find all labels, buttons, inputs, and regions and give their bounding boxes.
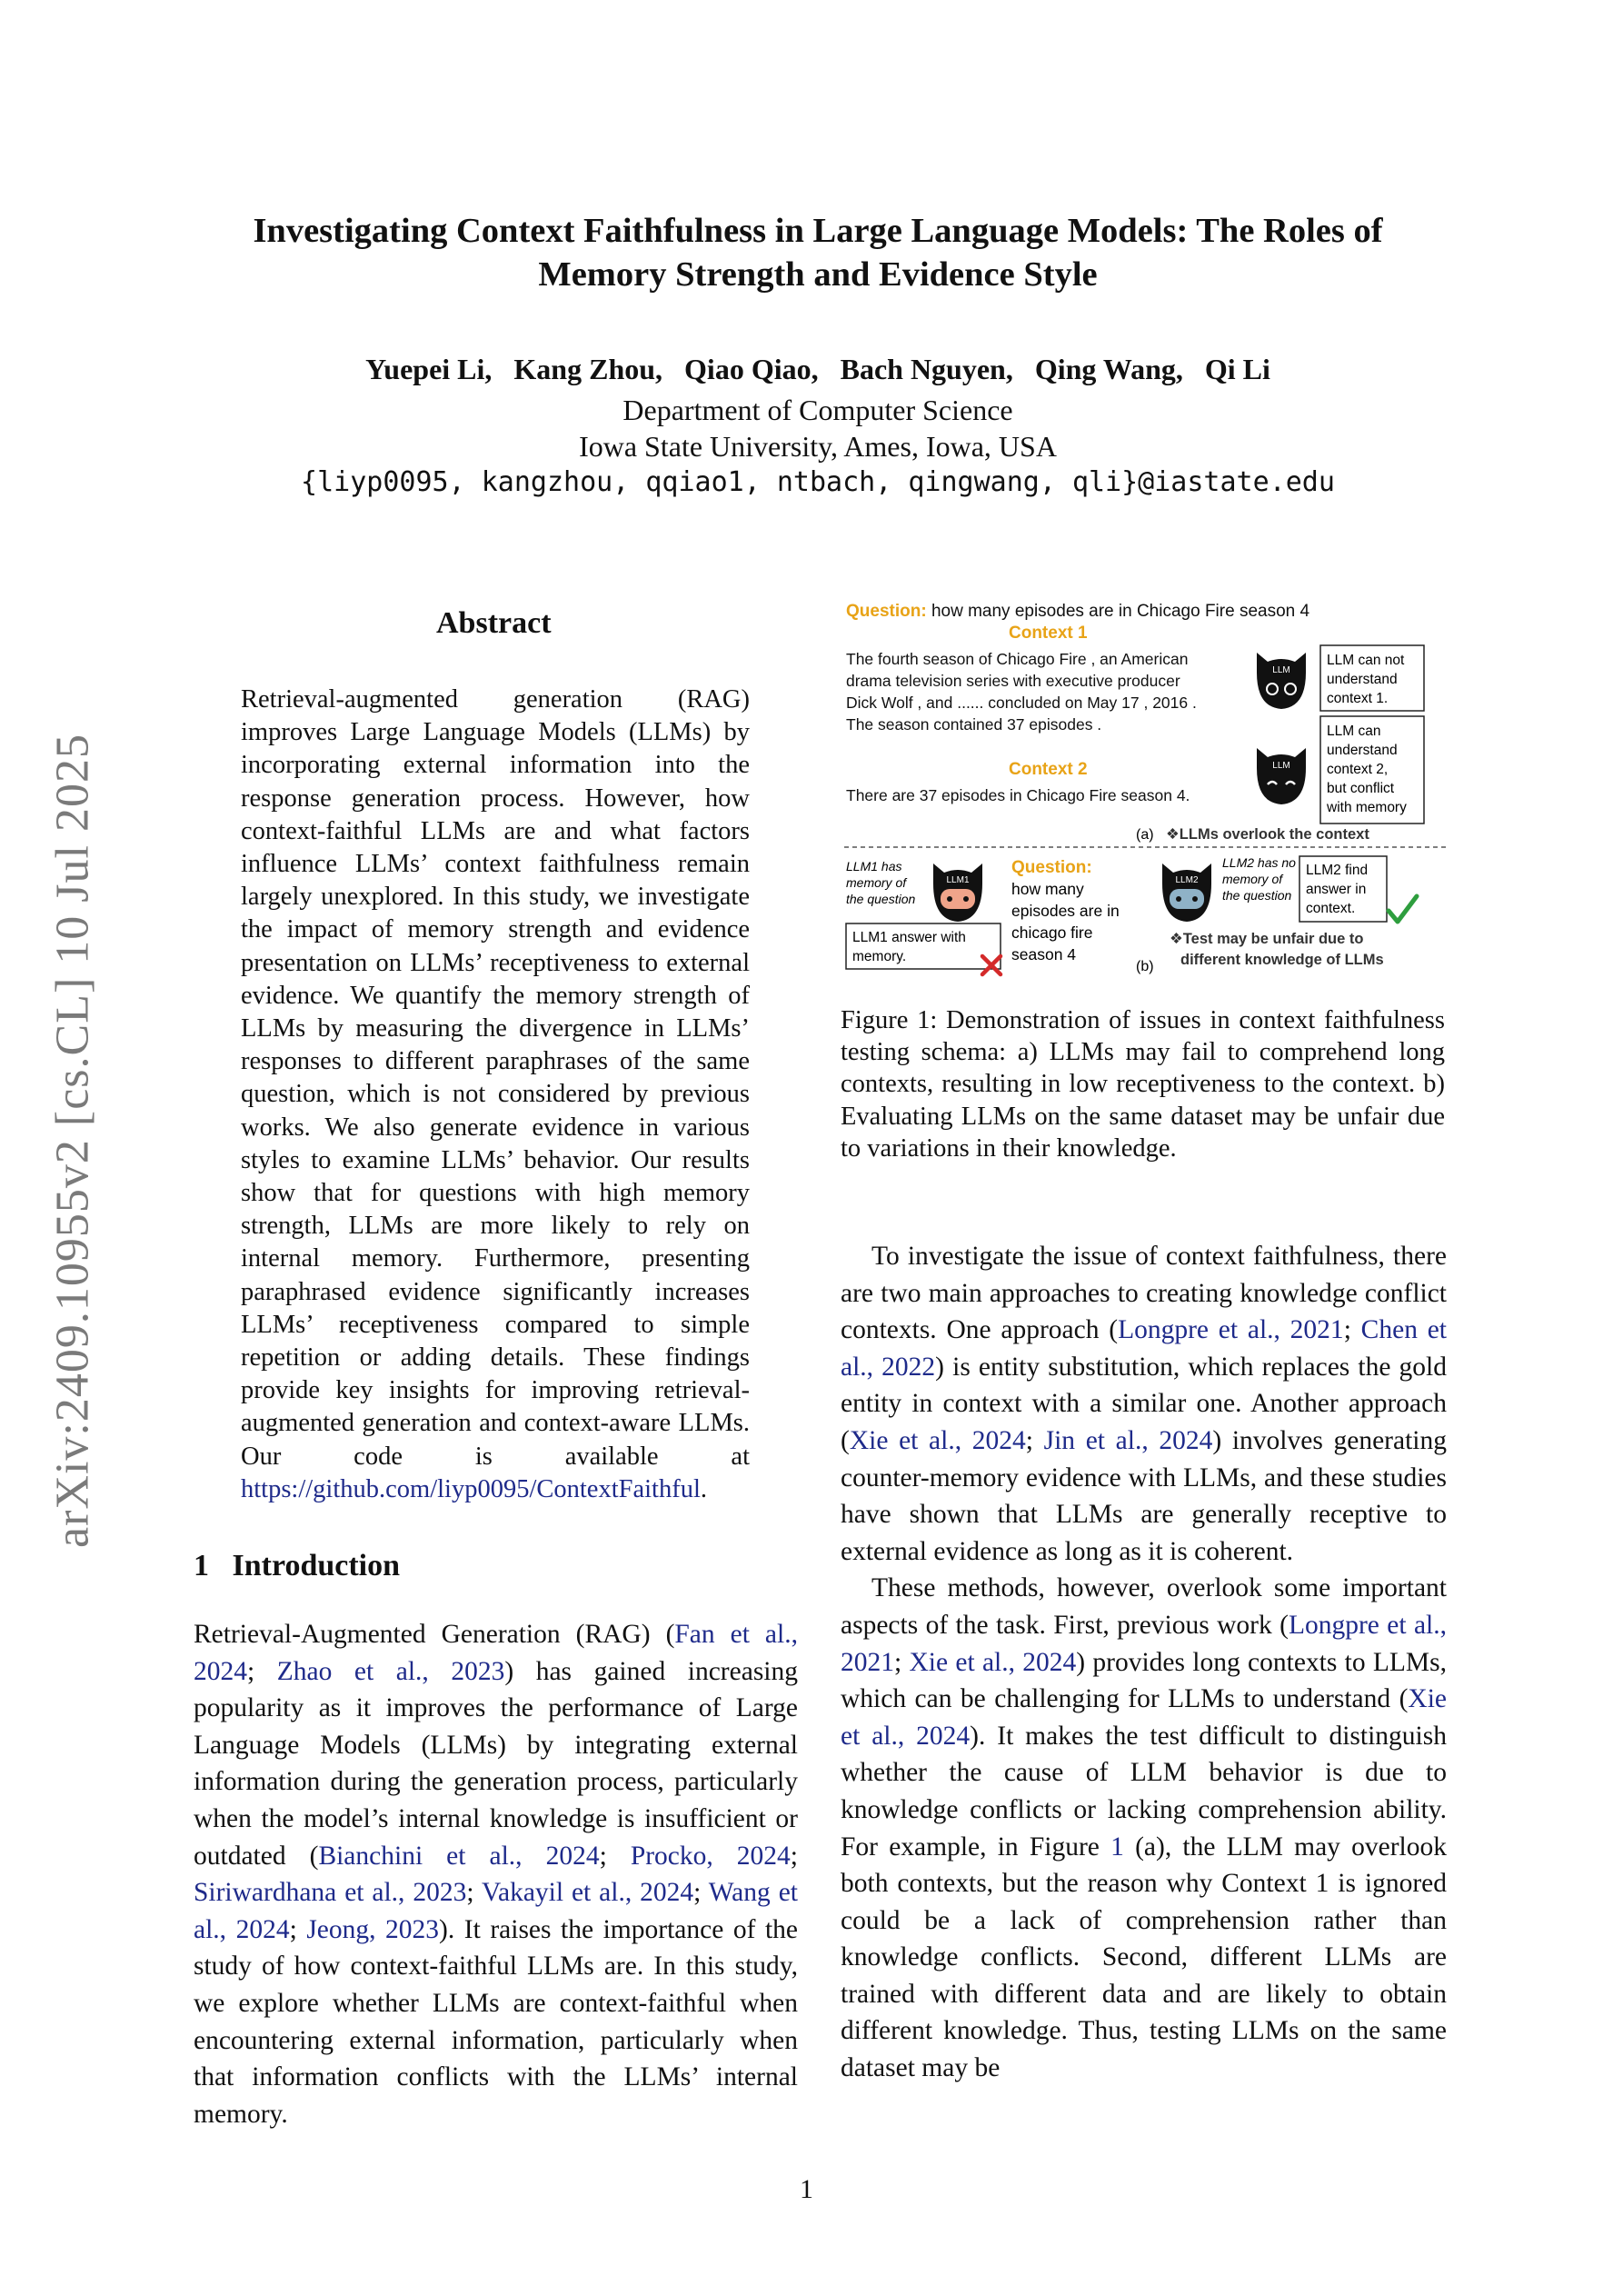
- svg-text:LLM1: LLM1: [946, 875, 970, 885]
- citation-link[interactable]: https://github.com/liyp0095/ContextFaithful: [241, 1474, 701, 1503]
- box-line: but conflict: [1327, 781, 1395, 796]
- question-b-line: chicago fire: [1011, 923, 1093, 942]
- context-1-line: The fourth season of Chicago Fire , an American: [846, 650, 1189, 668]
- box-line: understand: [1327, 672, 1398, 687]
- question-b-line: season 4: [1011, 945, 1077, 963]
- context-1-line: The season contained 37 episodes .: [846, 715, 1102, 734]
- check-mark-icon: [1389, 896, 1417, 922]
- affiliation-department: Department of Computer Science: [622, 394, 1013, 426]
- right-column-body: [841, 1238, 1447, 2087]
- llm2-note-line: the question: [1222, 888, 1292, 903]
- robot-smiling-icon: [1257, 748, 1306, 804]
- introduction-paragraph: Retrieval-Augmented Generation (RAG) (Fan et al., 2024; Zhao et al., 2023) has gained increasing popularity as it improves the performance of Large Language Models (LLMs) by integrating external information during the generation process, particularly when the model’s internal knowledge is insufficient or outdated (Bianchini et al., 2024; Procko, 2024; Siriwardhana et al., 2023; Vakayil et al., 2024; Wang et al., 2024; Jeong, 2023). It raises the importance of the study of how context-faithful LLMs are. In this study, we explore whether LLMs are context-faithful when encountering external information, particularly when that information conflicts with the LLMs’ internal memory.: [194, 1620, 798, 2129]
- box-line: LLM1 answer with: [852, 930, 966, 945]
- body-paragraph: These methods, however, overlook some important aspects of the task. First, previous work (Longpre et al., 2021; Xie et al., 2024) provides long contexts to LLMs, which can be challenging for LLMs to understand (Xie et al., 2024). It makes the test difficult to distinguish whether the cause of LLM behavior is due to knowledge conflicts or lacking comprehension ability. For example, in Figure 1 (a), the LLM may overlook both contexts, but the reason why Context 1 is ignored could be a lack of comprehension rather than knowledge conflicts. Second, different LLMs are trained with different data and are likely to obtain different knowledge. Thus, testing LLMs on the same dataset may be: [841, 1573, 1448, 2083]
- box-line: context.: [1306, 901, 1356, 916]
- citation-link[interactable]: Xie et al., 2024: [841, 1684, 1447, 1751]
- citation-link[interactable]: Vakayil et al., 2024: [481, 1878, 694, 1908]
- citation-link[interactable]: 1: [1110, 1832, 1124, 1862]
- introduction-heading: 1 Introduction: [194, 1549, 401, 1582]
- author-list: Yuepei Li, Kang Zhou, Qiao Qiao, Bach Nguyen, Qing Wang, Qi Li: [365, 353, 1270, 385]
- panel-b-caption-line: different knowledge of LLMs: [1180, 952, 1384, 968]
- citation-link[interactable]: Fan et al., 2024: [194, 1620, 798, 1686]
- context-1-label: Context 1: [1009, 624, 1088, 643]
- panel-b-label: (b): [1136, 959, 1154, 974]
- context-2-text: There are 37 episodes in Chicago Fire season 4.: [846, 786, 1190, 804]
- panel-b-caption-line: ❖Test may be unfair due to: [1170, 931, 1364, 947]
- box-line: answer in: [1306, 882, 1367, 897]
- box-line: LLM can not: [1327, 653, 1405, 668]
- robot-llm1-icon: [933, 863, 982, 922]
- citation-link[interactable]: Wang et al., 2024: [194, 1878, 798, 1944]
- author-emails: {liyp0095, kangzhou, qqiao1, ntbach, qingwang, qli}@iastate.edu: [301, 466, 1335, 498]
- llm1-note-line: LLM1 has: [846, 859, 902, 873]
- paper-title: [136, 209, 1499, 296]
- citation-link[interactable]: Siriwardhana et al., 2023: [194, 1878, 467, 1908]
- citation-link[interactable]: Procko, 2024: [630, 1841, 791, 1871]
- box-line: context 2,: [1327, 762, 1389, 777]
- llm2-note-line: memory of: [1222, 872, 1283, 886]
- figure-1-caption: Figure 1: Demonstration of issues in context faithfulness testing schema: a) LLMs may fail to comprehend long contexts, resulting in low receptiveness to the context. b) Evaluating LLMs on the same dataset may be unfair due to variations in their knowledge.: [841, 1006, 1445, 1163]
- citation-link[interactable]: Longpre et al., 2021: [841, 1610, 1447, 1677]
- figure-1-diagram: [841, 600, 1449, 982]
- citation-link[interactable]: Longpre et al., 2021: [1118, 1315, 1344, 1345]
- panel-a-caption: ❖LLMs overlook the context: [1166, 826, 1369, 843]
- citation-link[interactable]: Jeong, 2023: [306, 1914, 440, 1944]
- svg-text:LLM: LLM: [1272, 761, 1290, 771]
- llm2-note-line: LLM2 has no: [1222, 855, 1296, 870]
- question-b-line: episodes are in: [1011, 902, 1120, 920]
- robot-llm2-icon: [1162, 863, 1211, 922]
- robot-confused-icon: [1257, 653, 1306, 709]
- abstract-body: Retrieval-augmented generation (RAG) improves Large Language Models (LLMs) by incorporating external information into the response generation process. However, how context-faithful LLMs are and what factors influence LLMs’ context faithfulness remain largely unexplored. In this study, we investigate the impact of memory strength and evidence presentation on LLMs’ receptiveness to external evidence. We quantify the memory strength of LLMs by measuring the divergence in LLMs’ responses to different paraphrases of the same question, which is not considered by previous works. We also generate evidence in various styles to examine LLMs’ behavior. Our results show that for questions with high memory strength, LLMs are more likely to rely on internal memory. Furthermore, presenting paraphrased evidence significantly increases LLMs’ receptiveness compared to simple repetition or adding details. These findings provide key insights for improving retrieval-augmented generation and context-aware LLMs. Our code is available at https://github.com/liyp0095/ContextFaithful.: [241, 685, 750, 1503]
- box-line: with memory: [1327, 800, 1407, 815]
- llm1-note-line: the question: [846, 892, 916, 906]
- page-number: 1: [800, 2174, 813, 2204]
- question-b-line: how many: [1011, 880, 1084, 898]
- svg-text:LLM2: LLM2: [1175, 875, 1199, 885]
- box-line: context 1.: [1327, 691, 1389, 706]
- context-2-label: Context 2: [1009, 760, 1088, 779]
- question-b-label: Question:: [1011, 858, 1092, 877]
- citation-link[interactable]: Xie et al., 2024: [909, 1647, 1077, 1677]
- title-line-2: Memory Strength and Evidence Style: [538, 255, 1098, 294]
- title-line-1: Investigating Context Faithfulness in Large Language Models: The Roles of: [253, 212, 1383, 250]
- box-line: LLM2 find: [1306, 863, 1369, 878]
- arxiv-identifier-stamp: arXiv:2409.10955v2 [cs.CL] 10 Jul 2025: [46, 734, 99, 1548]
- svg-text:LLM: LLM: [1272, 665, 1290, 675]
- box-line: LLM can: [1327, 724, 1381, 739]
- panel-a-label: (a): [1136, 827, 1154, 843]
- box-line: understand: [1327, 743, 1398, 758]
- citation-link[interactable]: Jin et al., 2024: [1043, 1425, 1213, 1455]
- context-1-line: Dick Wolf , and ...... concluded on May 17 , 2016 .: [846, 694, 1197, 712]
- box-line: memory.: [852, 949, 907, 964]
- context-1-line: drama television series with executive producer: [846, 672, 1180, 690]
- abstract-heading: Abstract: [436, 606, 552, 640]
- citation-link[interactable]: Chen et al., 2022: [841, 1315, 1448, 1382]
- body-paragraph: To investigate the issue of context faithfulness, there are two main approaches to creating knowledge conflict contexts. One approach (Longpre et al., 2021; Chen et al., 2022) is entity substitution, which replaces the gold entity in context with a similar one. Another approach (Xie et al., 2024; Jin et al., 2024) involves generating counter-memory evidence with LLMs, and these studies have shown that LLMs are generally receptive to external evidence as long as it is coherent.: [841, 1242, 1448, 1566]
- figure-question-line: Question: how many episodes are in Chicago Fire season 4: [846, 602, 1310, 621]
- citation-link[interactable]: Bianchini et al., 2024: [318, 1841, 600, 1871]
- citation-link[interactable]: Xie et al., 2024: [849, 1425, 1026, 1455]
- citation-link[interactable]: Zhao et al., 2023: [276, 1656, 505, 1686]
- llm1-note-line: memory of: [846, 875, 907, 890]
- affiliation-university: Iowa State University, Ames, Iowa, USA: [579, 430, 1057, 463]
